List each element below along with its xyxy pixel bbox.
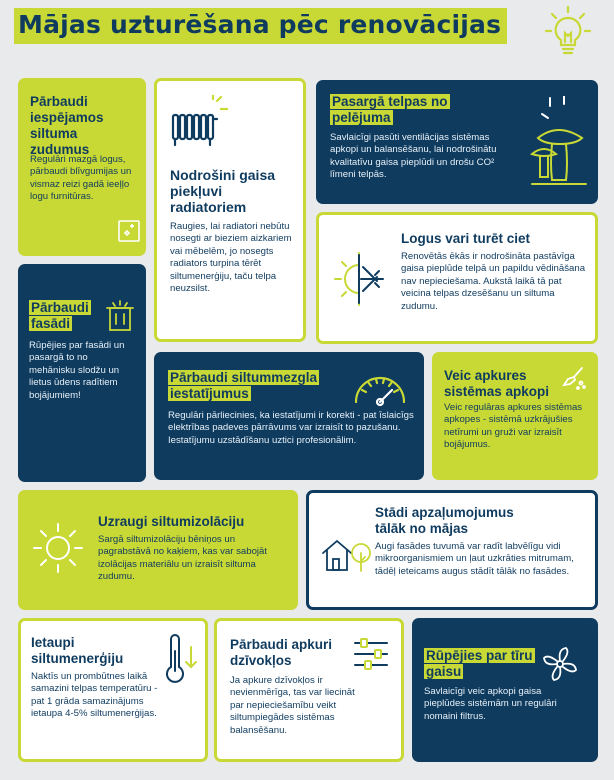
- sliders-icon: [353, 637, 389, 671]
- card-text: Sargā siltumizolāciju bēniņos un pagrabstāvā no kaķiem, kas var sabojāt izolācijas materiālu un izraisīt siltuma zudumu.: [98, 534, 268, 583]
- card-substation: [154, 352, 424, 480]
- fan-icon: [540, 644, 580, 684]
- card-clean-air: [412, 618, 598, 762]
- facade-icon: [104, 300, 136, 334]
- card-text: Augi fasādes tuvumā var radīt labvēlīgu vidi mikroorganismiem un ļaut uzkrāties mitrumam, tādēļ ieteicams augus stādīt tālāk no fasādes.: [375, 541, 574, 577]
- card-text: Veic regulāras apkures sistēmas apkopes - sistēmā uzkrājušies netīrumi un gruži var izraisīt bojājumus.: [444, 402, 583, 451]
- card-heating-maintenance: [432, 352, 598, 480]
- card-insulation: [18, 490, 298, 610]
- mushroom-icon: [528, 96, 590, 188]
- card-plants: [306, 490, 598, 610]
- card-text: Raugies, lai radiatori nebūtu nosegti ar bieziem aizkariem vai mēbelēm, jo nosegts radiators turpina tērēt siltumenerģiju, taču telpa neuzsilst.: [170, 221, 292, 295]
- card-text: Savlaicīgi pasūti ventilācijas sistēmas apkopi un balansēšanu, lai nodrošinātu kvalitatīvu gaisa pieplūdi un drošu CO² līmeni telpās.: [330, 132, 497, 181]
- card-heading: Uzraugi siltumizolāciju: [98, 514, 245, 529]
- card-heading: Pārbaudi apkuri dzīvokļos: [230, 637, 333, 668]
- radiator-icon: [169, 95, 231, 151]
- card-heading: Veic apkures sistēmas apkopi: [444, 368, 550, 399]
- card-heading: Logus vari turēt ciet: [401, 231, 531, 246]
- card-save-energy: [18, 618, 208, 762]
- page-title: Mājas uzturēšana pēc renovācijas: [14, 8, 507, 44]
- card-text: Rūpējies par fasādi un pasargā to no mehānisku slodžu un lietus ūdens radītiem bojājumiem!: [29, 340, 125, 401]
- card-heading: Pārbaudi iespējamos siltuma zudumus: [30, 94, 104, 157]
- card-heading-text: Pārbaudi siltummezgla iestatījumus: [170, 370, 318, 401]
- card-text: Naktīs un prombūtnes laikā samazini telpas temperatūru - pat 1 grāda samazinājums ietaupa 4-5% siltumenerģijas.: [31, 671, 158, 720]
- card-heading: Stādi apzaļumojumus tālāk no mājas: [375, 505, 514, 536]
- thermometer-icon: [161, 633, 201, 689]
- card-heading: [424, 648, 534, 680]
- card-text: Renovētās ēkās ir nodrošināta pastāvīga gaisa pieplūde telpā un papildu vēdināšana nav nepieciešama. Aukstā laikā tā pat veicina telpas dzesēšanu un siltuma zudumu.: [401, 251, 586, 312]
- card-apartment-heat: [214, 618, 404, 762]
- card-facade: [18, 264, 146, 482]
- sun-snow-icon: [331, 249, 387, 309]
- card-text: Savlaicīgi veic apkopi gaisa pieplūdes sistēmām un regulāri nomaini filtrus.: [424, 686, 557, 722]
- lightbulb-icon: [540, 4, 596, 60]
- card-text: Ja apkure dzīvokļos ir nevienmērīga, tas var liecināt par nepieciešamību veikt siltumpiegādes sistēmas balansēšanu.: [230, 675, 355, 736]
- card-heading: Nodrošini gaisa piekļuvi radiatoriem: [170, 167, 276, 215]
- card-heading-text: Pasargā telpas no pelējuma: [332, 94, 448, 125]
- card-heading: [29, 300, 99, 332]
- card-radiators: [154, 78, 306, 342]
- card-heading: Ietaupi siltumenerģiju: [31, 635, 124, 666]
- card-heading: [168, 370, 358, 402]
- card-heading-text: Rūpējies par tīru gaisu: [426, 648, 533, 679]
- gauge-icon: [350, 368, 410, 408]
- card-windows-check: [18, 78, 146, 256]
- house-tree-icon: [319, 531, 373, 575]
- card-heading: [330, 94, 480, 126]
- title-block: [14, 8, 507, 44]
- sun-icon: [30, 520, 86, 576]
- card-windows-closed: [316, 212, 598, 344]
- brush-icon: [560, 364, 588, 392]
- card-text: Regulāri mazgā logus, pārbaudi blīvgumijas un vismaz reizi gadā ieeļļo logu furnitūras.: [30, 154, 132, 203]
- card-text: Regulāri pārliecinies, ka iestatījumi ir korekti - pat īslaicīgs elektrības padeves pārrāvums var izraisīt to pazušanu. Iestatījumu uzstādīšanu uztici profesionālim.: [168, 410, 414, 446]
- card-mold: [316, 80, 598, 204]
- window-sparkle-icon: [116, 218, 142, 244]
- card-heading-text: Pārbaudi fasādi: [31, 300, 89, 331]
